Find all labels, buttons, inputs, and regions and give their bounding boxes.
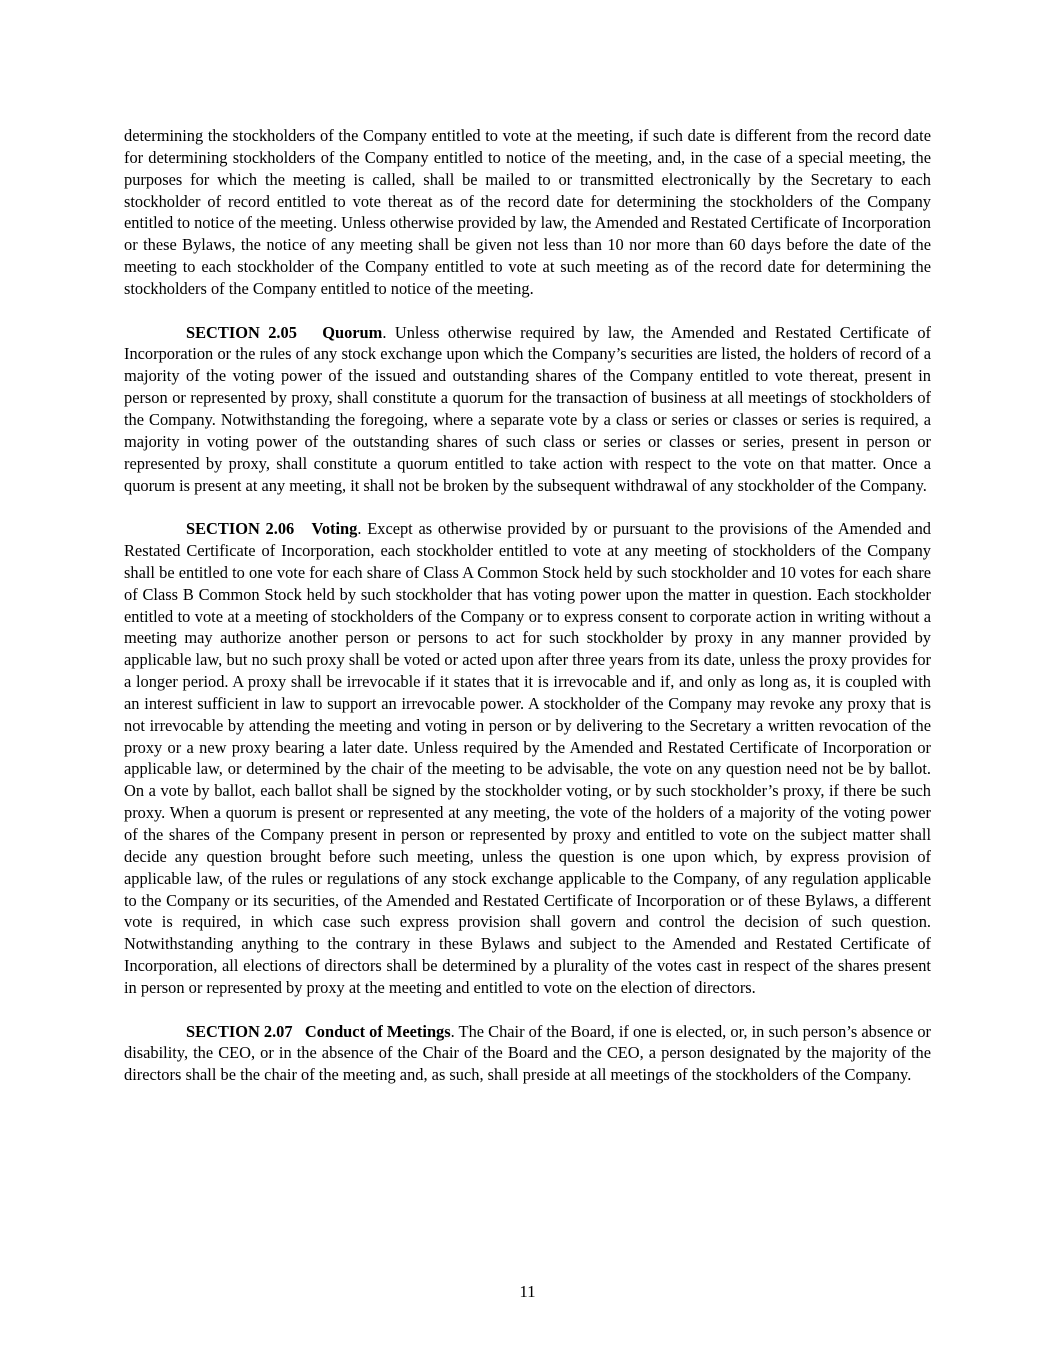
section-title: Conduct of Meetings bbox=[304, 1021, 451, 1041]
paragraph-section-2-05 bbox=[124, 322, 931, 497]
paragraph-section-2-06 bbox=[124, 518, 931, 999]
paragraph-text: determining the stockholders of the Company entitled to vote at the meeting, if such date is different from the record date for determining stockholders of the Company entitled to notice of the meeting, and, in the case of a special meeting, the purposes for which the meeting is called, shall be mailed to or transmitted electronically by the Secretary to each stockholder of record entitled to vote thereat as of the record date for determining the stockholders of the Company entitled to notice of the meeting. Unless otherwise provided by law, the Amended and Restated Certificate of Incorporation or these Bylaws, the notice of any meeting shall be given not less than 10 nor more than 60 days before the date of the meeting to each stockholder of the Company entitled to vote at such meeting as of the record date for determining the stockholders of the Company entitled to notice of the meeting. bbox=[124, 126, 931, 298]
section-title: Voting bbox=[311, 519, 358, 539]
page-number: 11 bbox=[519, 1282, 536, 1301]
paragraph-text: . Unless otherwise required by law, the Amended and Restated Certificate of Incorporation or the rules of any stock exchange upon which the Company’s securities are listed, the holders of record of a majority of the voting power of the issued and outstanding shares of the Company entitled to vote thereat, present in person or represented by proxy, shall constitute a quorum for the transaction of business at all meetings of stockholders of the Company. Notwithstanding the foregoing, where a separate vote by a class or series or classes or series is required, a majority in voting power of the outstanding shares of such class or series or classes or series, present in person or represented by proxy, shall constitute a quorum entitled to take action with respect to the vote on that matter. Once a quorum is present at any meeting, it shall not be broken by the subsequent withdrawal of any stockholder of the Company. bbox=[124, 322, 931, 495]
paragraph-text: . Except as otherwise provided by or pursuant to the provisions of the Amended and Restated Certificate of Incorporation, each stockholder entitled to vote at any meeting of stockholders of the Company shall be entitled to one vote for each share of Class A Common Stock held by such stockholder and 10 votes for each share of Class B Common Stock held by such stockholder that has voting power upon the matter in question. Each stockholder entitled to vote at a meeting of stockholders of the Company or to express consent to corporate action in writing without a meeting may authorize another person or persons to act for such stockholder by proxy in any manner provided by applicable law, but no such proxy shall be voted or acted upon after three years from its date, unless the proxy provides for a longer period. A proxy shall be irrevocable if it states that it is irrevocable and if, and only as long as, it is coupled with an interest sufficient in law to support an irrevocable power. A stockholder of the Company may revoke any proxy that is not irrevocable by attending the meeting and voting in person or by delivering to the Secretary a written revocation of the proxy or a new proxy bearing a later date. Unless required by the Amended and Restated Certificate of Incorporation or applicable law, or determined by the chair of the meeting to be advisable, the vote on any question need not be by ballot. On a vote by ballot, each ballot shall be signed by the stockholder voting, or by such stockholder’s proxy, if there be such proxy. When a quorum is present or represented at any meeting, the vote of the holders of a majority of the voting power of the shares of the Company present in person or represented by proxy and entitled to vote on the subject matter shall decide any question brought before such meeting, unless the question is one upon which, by express provision of applicable law, of the rules or regulations of any stock exchange applicable to the Company, of any regulation applicable to the Company or its securities, of the Amended and Restated Certificate of Incorporation or of these Bylaws, a different vote is required, in which case such express provision shall govern and control the decision of such question. Notwithstanding anything to the contrary in these Bylaws and subject to the Amended and Restated Certificate of Incorporation, all elections of directors shall be determined by a plurality of the votes cast in respect of the shares present in person or represented by proxy at the meeting and entitled to vote on the election of directors. bbox=[124, 519, 931, 997]
section-number: SECTION 2.06 bbox=[186, 519, 295, 539]
paragraph-notice-continuation bbox=[124, 125, 931, 300]
paragraph-section-2-07 bbox=[124, 1021, 931, 1087]
section-number: SECTION 2.07 bbox=[186, 1021, 293, 1041]
section-number: SECTION 2.05 bbox=[186, 322, 297, 342]
paragraph-text: . The Chair of the Board, if one is elected, or, in such person’s absence or disability, the CEO, or in the absence of the Chair of the Board and the CEO, a person designated by the majority of the directors shall be the chair of the meeting and, as such, shall preside at all meetings of the stockholders of the Company. bbox=[124, 1021, 931, 1085]
document-page bbox=[124, 125, 931, 1108]
section-title: Quorum bbox=[322, 322, 383, 342]
